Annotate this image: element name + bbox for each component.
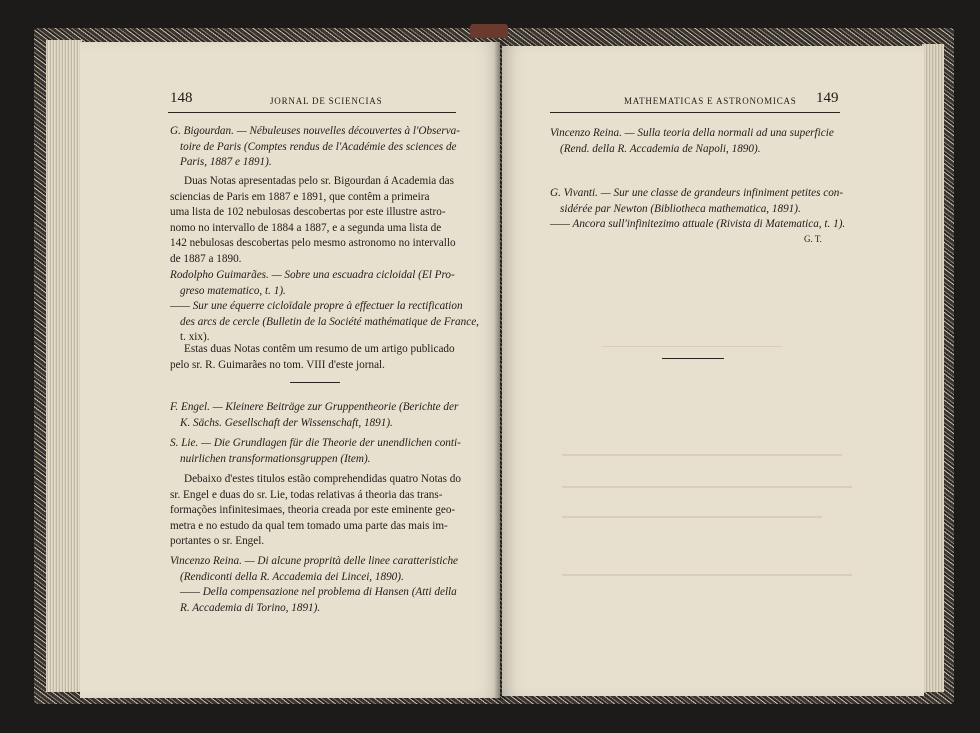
citation-line: Vincenzo Reina. — Di alcune proprità delle linee caratteristiche <box>170 555 459 567</box>
note-engel-lie <box>170 472 461 550</box>
entry-reina-left <box>170 554 458 616</box>
bleed-through-mark <box>562 486 852 488</box>
note-line: Debaixo d'estes titulos estão comprehendidas quatro Notas do <box>184 473 461 485</box>
citation-line: greso matematico, t. 1). <box>180 284 286 297</box>
note-line: Estas duas Notas contêm um resumo de um artigo publicado <box>184 343 455 355</box>
citation-line: G. Vivanti. — Sur une classe de grandeurs infiniment petites con- <box>550 187 844 199</box>
entry-guimaraes <box>170 268 479 346</box>
note-line: sr. Engel e duas do sr. Lie, todas relativas á theoria das trans- <box>170 488 443 501</box>
note-line: uma lista de 102 nebulosas descobertas por este illustre astro- <box>170 206 446 219</box>
right-page-edges <box>922 44 944 692</box>
note-line: metra e no estudo da qual tem tomado uma parte das mais im- <box>170 519 448 532</box>
entry-bigourdan <box>170 124 460 171</box>
running-head: JORNAL DE SCIENCIAS <box>270 96 383 106</box>
citation-line: (Rendiconti della R. Accademia dei Lincei, 1890). <box>180 570 404 583</box>
bleed-through-mark <box>562 454 842 456</box>
citation-line: R. Accademia di Torino, 1891). <box>180 601 321 614</box>
section-separator <box>662 358 724 359</box>
header-rule <box>550 112 840 113</box>
citation-line: —— Sur une équerre cicloïdale propre à effectuer la rectification <box>170 300 463 313</box>
note-line: pelo sr. R. Guimarães no tom. VIII d'este jornal. <box>170 358 385 371</box>
note-line: de 1887 a 1890. <box>170 252 242 265</box>
left-page-edges <box>46 40 82 692</box>
signature: G. T. <box>804 234 822 244</box>
spine-top <box>470 24 508 38</box>
page-number: 148 <box>170 90 193 106</box>
citation-line: sidérée par Newton (Bibliotheca mathematica, 1891). <box>560 202 801 215</box>
citation-line: des arcs de cercle (Bulletin de la Société mathématique de France, <box>180 315 479 328</box>
note-line: formações infinitesimaes, theoria creada por este eminente geo- <box>170 504 456 517</box>
note-line: 142 nebulosas descobertas pelo mesmo astronomo no intervallo <box>170 237 456 250</box>
citation-line: Rodolpho Guimarães. — Sobre una escuadra cicloidal (El Pro- <box>170 269 455 281</box>
note-line: portantes o sr. Engel. <box>170 535 265 548</box>
citation-line: Paris, 1887 e 1891). <box>180 156 272 169</box>
header-rule <box>168 112 456 113</box>
citation-line: t. xix). <box>180 331 210 344</box>
citation-line: K. Sächs. Gesellschaft der Wissenschaft, 1891). <box>180 416 393 429</box>
entry-vivanti <box>550 186 845 233</box>
citation-line: S. Lie. — Die Grundlagen für die Theorie der unendlichen conti- <box>170 437 461 449</box>
citation-line: Vincenzo Reina. — Sulla teoria della normali ad una superficie <box>550 127 834 139</box>
citation-line: (Rend. della R. Accademia de Napoli, 1890). <box>560 142 761 155</box>
citation-line: —— Della compensazione nel problema di Hansen (Atti della <box>180 586 457 599</box>
bleed-through-mark <box>562 574 852 576</box>
entry-engel <box>170 400 458 431</box>
left-page <box>80 42 500 698</box>
note-line: nomo no intervallo de 1884 a 1887, e a segunda uma lista de <box>170 221 442 234</box>
bleed-through-mark <box>562 516 822 518</box>
note-guimaraes <box>170 342 455 373</box>
note-bigourdan <box>170 174 456 268</box>
citation-line: G. Bigourdan. — Nébuleuses nouvelles découvertes à l'Observa- <box>170 125 460 137</box>
running-head: MATHEMATICAS E ASTRONOMICAS <box>624 96 797 106</box>
citation-line: nuirlichen transformationsgruppen (Item). <box>180 452 371 465</box>
note-line: Duas Notas apresentadas pelo sr. Bigourdan á Academia das <box>184 175 454 187</box>
right-page <box>502 46 924 696</box>
citation-line: —— Ancora sull'infinitezimo attuale (Rivista di Matematica, t. 1). <box>550 218 846 231</box>
bleed-through-mark <box>602 336 782 347</box>
citation-line: toire de Paris (Comptes rendus de l'Académie des sciences de <box>180 140 457 153</box>
page-number: 149 <box>816 90 839 106</box>
entry-lie <box>170 436 461 467</box>
section-separator <box>290 382 340 383</box>
citation-line: F. Engel. — Kleinere Beiträge zur Gruppentheorie (Berichte der <box>170 401 459 413</box>
entry-reina-right <box>550 126 834 157</box>
note-line: sciencias de Paris em 1887 e 1891, que contêm a primeira <box>170 190 430 203</box>
